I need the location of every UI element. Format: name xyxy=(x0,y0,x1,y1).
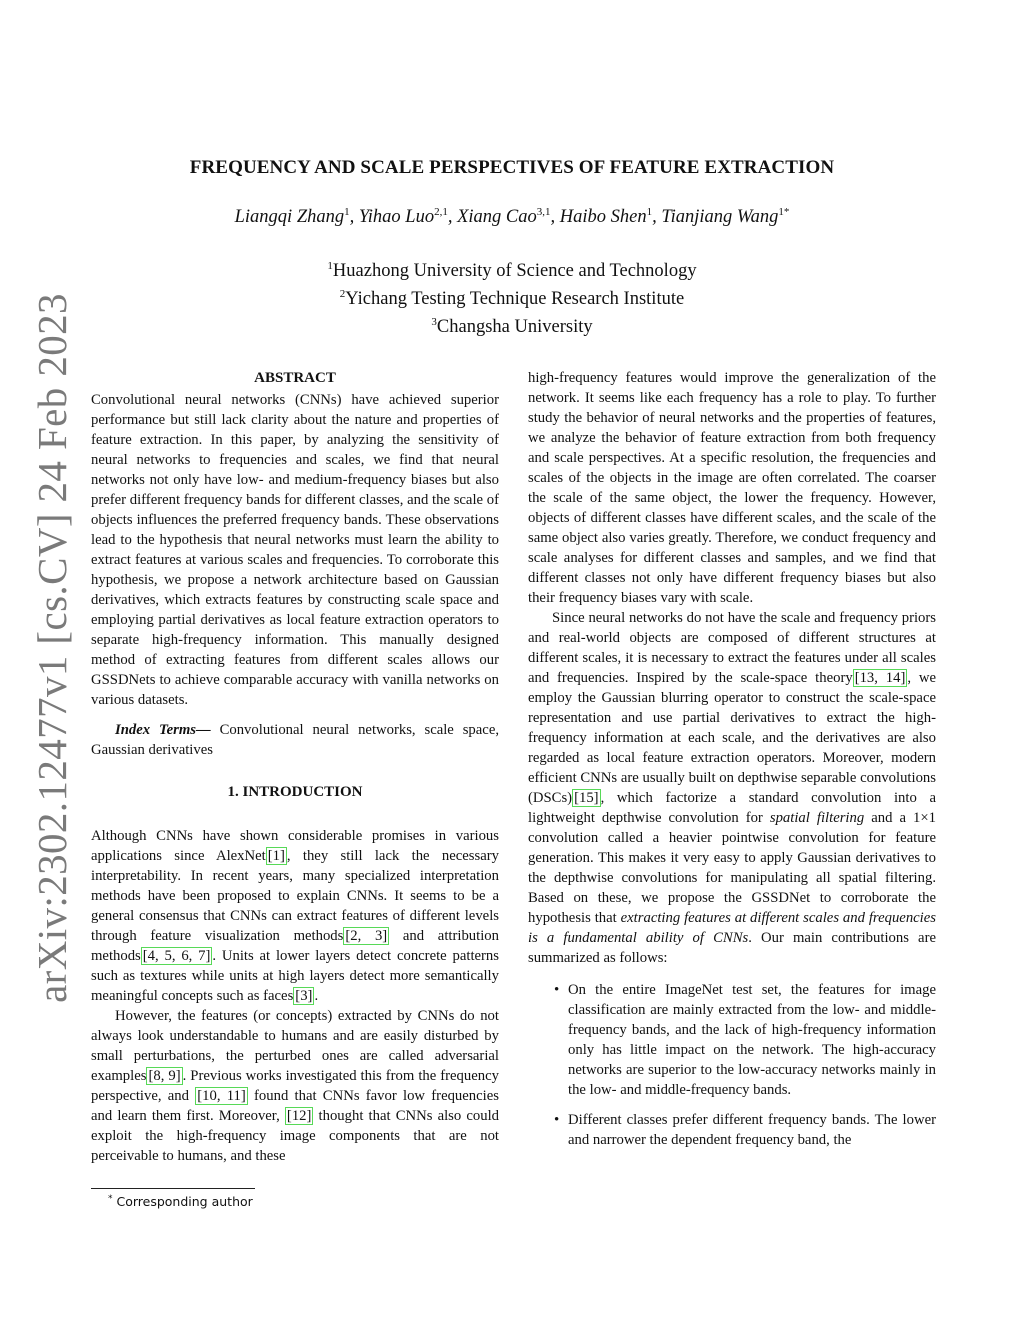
affiliation: $^3$Changsha University xyxy=(431,316,593,338)
abstract-heading: ABSTRACT xyxy=(254,370,336,386)
left-column xyxy=(91,368,499,1166)
intro-paragraph: high-frequency features would improve the generalization of the network. It seems like each frequency has a role to play. To further study the behavior of neural networks and the properties of features, we analyze the behavior of feature extraction from both frequency and scale perspectives. At a specific resolution, the frequencies and scales of the objects in the image are often correlated. The coarser the scale of the same object, the lower the frequency. However, objects of different classes have different scales, and the scale of the same object also varies greatly. Therefore, we conduct frequency and scale analyses for different classes and samples, and we find that different classes not only have different frequency biases but also their frequency biases vary with scale. xyxy=(528,370,936,606)
citation-link[interactable]: [1] xyxy=(267,848,285,864)
footnote: * Corresponding author xyxy=(108,1194,253,1210)
list-item: • On the entire ImageNet test set, the features for image classification are mainly extracted from the low- and middle-frequency bands, and the lack of high-frequency information only has little impact on the network. The high-accuracy networks are superior to the low-accuracy networks mainly in the low- and middle-frequency bands. xyxy=(568,980,936,1100)
intro-paragraph: Since neural networks do not have the scale and frequency priors and real-world objects are composed of different structures at different scales, it is necessary to extract the features under all scales and frequencies. Inspired by the scale-space theory [13, 14] , we employ the Gaussian blurring operator to construct the scale-space representation and use partial derivatives to extract the high-frequency information at each scale, and the derivatives are also regarded as local feature extraction operators. Moreover, modern efficient CNNs are usually built on depthwise separable convolutions (DSCs) [15] , which factorize a standard convolution into a lightweight depthwise convolution for spatial filtering and a 1×1 convolution called a heavier pointwise convolution for feature generation. This makes it very easy to apply Gaussian derivatives to the depthwise convolutions for manipulating all spatial filtering. Based on these, we propose the GSSDNet to corroborate the hypothesis that extracting features at different scales and frequencies is a fundamental ability of CNNs. Our main contributions are summarized as follows: xyxy=(528,610,937,966)
citation-link[interactable]: [4, 5, 6, 7] xyxy=(142,948,211,964)
affiliation: $^2$Yichang Testing Technique Research Institute xyxy=(339,288,685,310)
citation-link[interactable]: [15] xyxy=(574,790,599,806)
author: Liangqi Zhang$^1$, xyxy=(234,206,359,228)
abstract-text: Convolutional neural networks (CNNs) have achieved superior performance but still lack clarity about the nature and properties of feature extraction. In this paper, by analyzing the sensitivity of neural networks to frequencies and scales, we find that neural networks not only have low- and medium-frequency biases but also prefer different frequency bands for different classes, and the scale of objects influences the preferred frequency bands. These observations lead to the hypothesis that neural networks must learn the ability to extract features at various scales and frequencies. To corroborate this hypothesis, we propose a network architecture based on Gaussian derivatives, which extracts features by constructing scale space and employing partial derivatives as local feature extraction operators to separate high-frequency information. This manually designed method of extracting features from different scales allows our GSSDNets to achieve comparable accuracy with vanilla networks on various datasets. xyxy=(91,392,499,708)
author-list xyxy=(0,206,1024,228)
affiliation-list xyxy=(0,255,1024,339)
author: Yihao Luo$^{2,1}$, xyxy=(358,206,458,228)
citation-link[interactable]: [13, 14] xyxy=(854,670,906,686)
intro-paragraph: Although CNNs have shown considerable promises in various applications since AlexNet [1] , they still lack the necessary interpretability. In recent years, many specialized interpretation methods have been proposed to explain CNNs. It seems to be a general consensus that CNNs can extract features of different levels through feature visualization methods [2, 3] and attribution methods [4, 5, 6, 7] . Units at lower layers detect concrete patterns such as textures while units at high layers detect more semantically meaningful concepts such as faces [3] . xyxy=(91,828,499,1004)
citation-link[interactable]: [12] xyxy=(286,1108,312,1124)
author: Haibo Shen$^1$, xyxy=(559,206,662,228)
contributions-list xyxy=(528,980,936,1150)
citation-link[interactable]: [10, 11] xyxy=(197,1088,246,1104)
citation-link[interactable]: [3] xyxy=(295,988,313,1004)
introduction-heading: 1. INTRODUCTION xyxy=(227,784,363,800)
citation-link[interactable]: [8, 9] xyxy=(148,1068,181,1084)
footnote-divider xyxy=(91,1188,255,1189)
citation-link[interactable]: [2, 3] xyxy=(345,928,388,944)
right-column xyxy=(528,368,936,1160)
list-item: • Different classes prefer different frequency bands. The lower and narrower the dependent frequency band, the xyxy=(568,1110,936,1150)
author: Tianjiang Wang$^{1*}$ xyxy=(661,206,790,228)
arxiv-stamp: arXiv:2302.12477v1 [cs.CV] 24 Feb 2023 xyxy=(29,293,75,1003)
affiliation: $^1$Huazhong University of Science and Technology xyxy=(327,260,697,282)
author: Xiang Cao$^{3,1}$, xyxy=(457,206,560,228)
index-terms: Index Terms— Convolutional neural networks, scale space, Gaussian derivatives xyxy=(91,722,500,758)
paper-title: FREQUENCY AND SCALE PERSPECTIVES OF FEATURE EXTRACTION xyxy=(189,157,835,178)
index-terms-label: Index Terms— xyxy=(115,722,211,738)
intro-paragraph: However, the features (or concepts) extracted by CNNs do not always look understandable to humans and are easily disturbed by small perturbations, the perturbed ones are called adversarial examples [8, 9] . Previous works investigated this from the frequency perspective, and [10, 11] found that CNNs favor low frequencies and learn them first. Moreover, [12] thought that CNNs also could exploit the high-frequency image components that are not perceivable to humans, and these xyxy=(91,1008,499,1164)
